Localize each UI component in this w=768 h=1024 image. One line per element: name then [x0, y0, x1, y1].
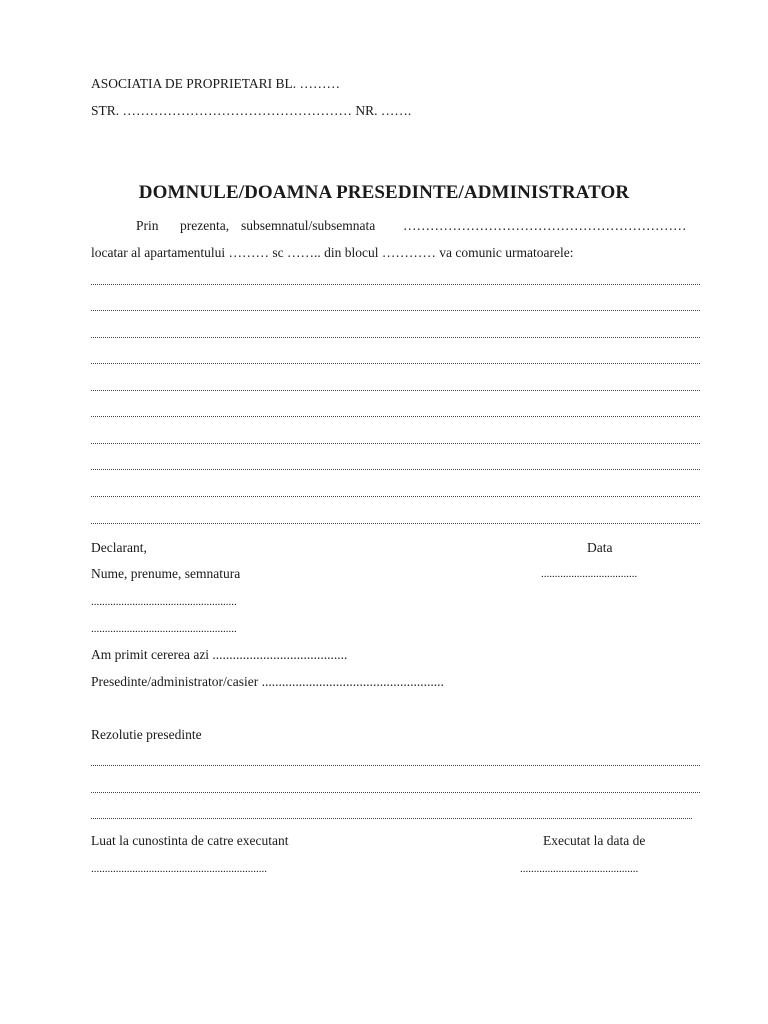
intro-prin: Prin [136, 218, 159, 233]
body-dotted-line [91, 496, 700, 497]
body-dotted-line [91, 310, 700, 311]
rezolutie-dotted-line [91, 792, 700, 793]
luat-cunostinta-label: Luat la cunostinta de catre executant [91, 833, 289, 848]
nume-prenume-label: Nume, prenume, semnatura [91, 566, 241, 581]
declarant-label: Declarant, [91, 540, 147, 555]
body-dotted-line [91, 337, 700, 338]
presedinte-line: Presedinte/administrator/casier ...................................................... [91, 674, 444, 689]
intro-name-dots: ……………………………………………………… [403, 218, 687, 233]
rezolutie-dotted-line [91, 818, 692, 819]
intro-apartment-line: locatar al apartamentului ……… sc …….. din blocul ………… va comunic urmatoarele: [91, 245, 574, 260]
rezolutie-dotted-line [91, 765, 700, 766]
signature-line: ..................................................... [91, 596, 237, 608]
data-label: Data [587, 540, 613, 555]
document-title: DOMNULE/DOAMNA PRESEDINTE/ADMINISTRATOR [138, 182, 630, 203]
data-dots: ................................... [541, 568, 638, 580]
body-dotted-line [91, 469, 700, 470]
street-line: STR. …………………………………………… NR. ……. [91, 103, 412, 118]
body-dotted-line [91, 284, 700, 285]
body-dotted-line [91, 390, 700, 391]
body-dotted-line [91, 416, 700, 417]
executat-label: Executat la data de [543, 833, 646, 848]
asociatie-line: ASOCIATIA DE PROPRIETARI BL. ……… [91, 76, 341, 91]
body-dotted-line [91, 523, 700, 524]
executat-dots: ........................................... [520, 863, 639, 875]
received-line: Am primit cererea azi ........................................ [91, 647, 348, 662]
signature-line: ..................................................... [91, 623, 237, 635]
rezolutie-label: Rezolutie presedinte [91, 727, 202, 742]
intro-subsemnat: subsemnatul/subsemnata [241, 218, 376, 233]
intro-prezenta: prezenta, [180, 218, 230, 233]
body-dotted-line [91, 363, 700, 364]
luat-dots: ................................................................ [91, 863, 267, 875]
body-dotted-line [91, 443, 700, 444]
